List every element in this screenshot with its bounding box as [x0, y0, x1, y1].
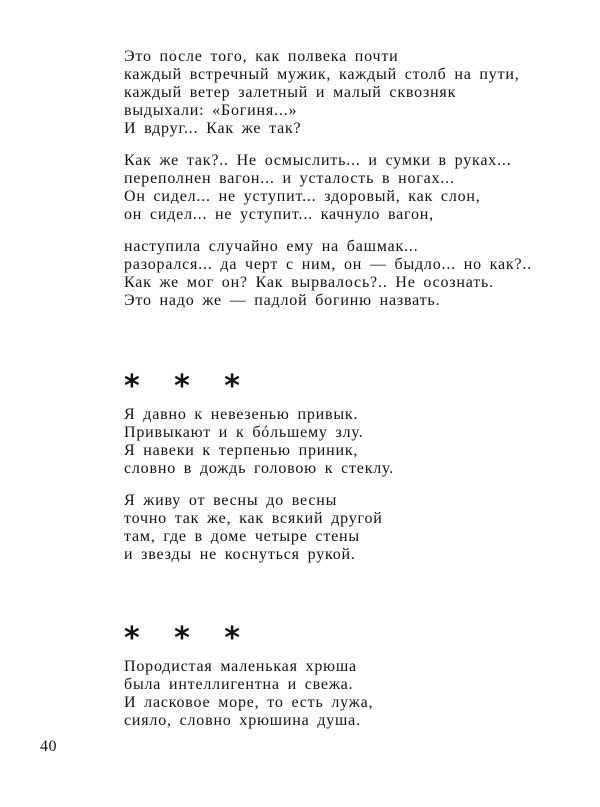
verse-line: И ласковое море, то есть лужа, [124, 694, 374, 711]
section-separator: * * * [124, 621, 252, 656]
verse-line: каждый ветер залетный и малый сквозняк [124, 84, 457, 101]
poem-3 [124, 658, 373, 730]
verse-line: Я навеки к терпенью приник, [124, 442, 359, 459]
page-number: 40 [40, 738, 57, 755]
stanza-gap [124, 224, 532, 238]
verse-line: Привыкают и к бóльшему злу. [124, 424, 364, 441]
section-separator: * * * [124, 369, 252, 404]
stanza [124, 152, 532, 224]
stanza [124, 238, 532, 310]
stanza [124, 406, 394, 478]
verse-line: точно так же, как всякий другой [124, 510, 383, 527]
stanza-gap [124, 138, 532, 152]
poem-1 [124, 48, 532, 310]
verse-line: разорался... да черт с ним, он — быдло... но как?.. [124, 256, 532, 273]
verse-line: И вдруг... Как же так? [124, 120, 302, 137]
verse-line: Это после того, как полвека почти [124, 48, 399, 65]
verse-line: Он сидел... не уступит... здоровый, как слон, [124, 188, 481, 205]
stanza [124, 658, 373, 730]
verse-line: переполнен вагон... и усталость в ногах... [124, 170, 455, 187]
verse-line: там, где в доме четыре стены [124, 528, 360, 545]
verse-line: каждый встречный мужик, каждый столб на пути, [124, 66, 520, 83]
verse-line: наступила случайно ему на башмак... [124, 238, 419, 255]
verse-line: и звезды не коснуться рукой. [124, 546, 356, 563]
verse-line: сияло, словно хрюшина душа. [124, 712, 361, 729]
stanza [124, 492, 394, 564]
verse-line: Породистая маленькая хрюша [124, 658, 357, 675]
verse-line: Как же мог он? Как вырвалось?.. Не осознать. [124, 274, 494, 291]
verse-line: Я живу от весны до весны [124, 492, 338, 509]
verse-line: он сидел... не уступит... качнуло вагон, [124, 206, 434, 223]
verse-line: выдыхали: «Богиня...» [124, 102, 298, 119]
stanza [124, 48, 532, 138]
verse-line: словно в дождь головою к стеклу. [124, 460, 395, 477]
verse-line: Как же так?.. Не осмыслить... и сумки в руках... [124, 152, 512, 169]
verse-line: Это надо же — падлой богиню назвать. [124, 292, 441, 309]
stanza-gap [124, 478, 394, 492]
poem-2 [124, 406, 394, 564]
verse-line: была интеллигентна и свежа. [124, 676, 354, 693]
verse-line: Я давно к невезенью привык. [124, 406, 359, 423]
